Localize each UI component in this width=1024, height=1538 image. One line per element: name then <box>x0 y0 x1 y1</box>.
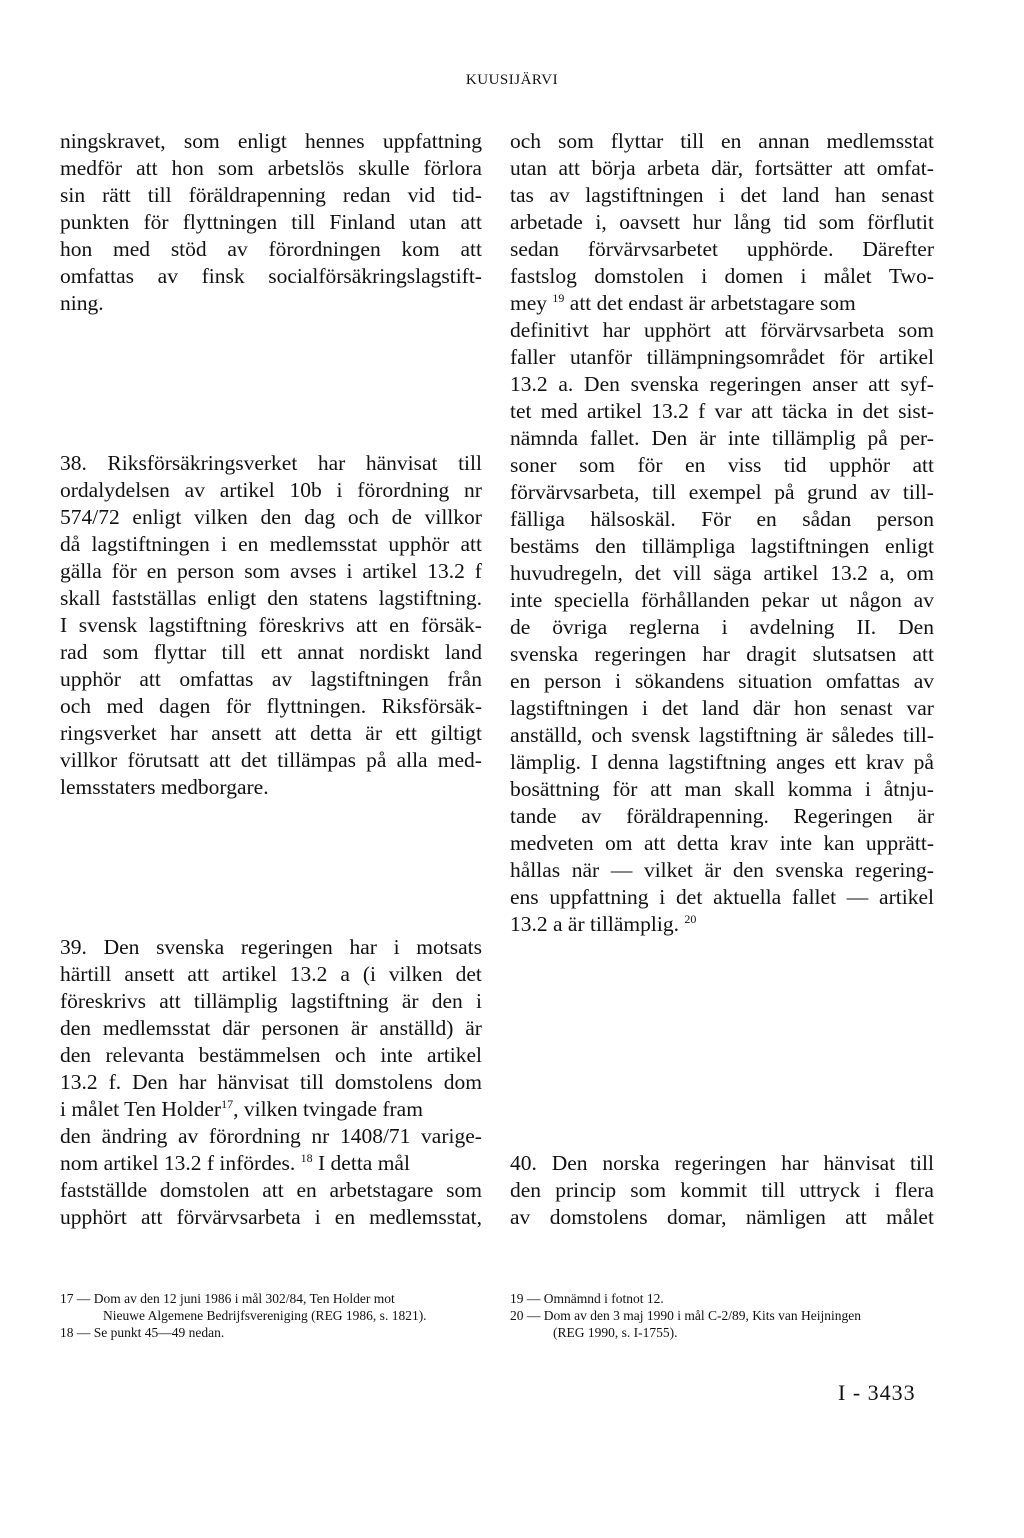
text-line: och som flyttar till en annan medlemsstat <box>510 129 934 153</box>
text-line: arbetade i, oavsett hur lång tid som förflutit <box>510 210 934 234</box>
text-line: de övriga reglerna i avdelning II. Den <box>510 615 934 639</box>
paragraph-39-line: den relevanta bestämmelsen och inte artikel <box>60 1043 482 1067</box>
text-line: utan att börja arbeta där, fortsätter att omfat- <box>510 156 934 180</box>
text-line: 13.2 a är tillämplig. $^{20}$ <box>510 912 697 936</box>
text-line: svenska regeringen har dragit slutsatsen att <box>510 642 934 666</box>
paragraph-39-line: den ändring av förordning nr 1408/71 varige- <box>60 1124 482 1148</box>
footnote-20-cont: (REG 1990, s. I-1755). <box>553 1325 678 1340</box>
paragraph-39-line: 13.2 f. Den har hänvisat till domstolens dom <box>60 1070 482 1094</box>
text-line: ningskravet, som enligt hennes uppfattning <box>60 129 482 153</box>
footnote-19: 19 — Omnämnd i fotnot 12. <box>510 1291 664 1306</box>
text-line: definitivt har upphört att förvärvsarbeta som <box>510 318 934 342</box>
paragraph-39-line: härtill ansett att artikel 13.2 a (i vilken det <box>60 962 482 986</box>
paragraph-38-line: upphör att omfattas av lagstiftningen från <box>60 667 482 691</box>
running-header: KUUSIJÄRVI <box>465 72 559 88</box>
footnote-ref-17[interactable]: 17 <box>221 1097 234 1111</box>
text-line: hållas när — vilket är den svenska regering- <box>510 858 934 882</box>
text-line: hon med stöd av förordningen kom att <box>60 237 482 261</box>
text-line: omfattas av finsk socialförsäkringslagstift- <box>60 264 482 288</box>
paragraph-39-line: fastställde domstolen att en arbetstagare som <box>60 1178 482 1202</box>
paragraph-38-line: ordalydelsen av artikel 10b i förordning nr <box>60 478 482 502</box>
text-line: soner som för en viss tid upphör att <box>510 453 934 477</box>
text-line: ning. <box>60 291 104 315</box>
paragraph-40-line: av domstolens domar, nämligen att målet <box>510 1205 934 1229</box>
text-line: tet med artikel 13.2 f var att täcka in det sist- <box>510 399 934 423</box>
paragraph-40-line: den princip som kommit till uttryck i flera <box>510 1178 934 1202</box>
paragraph-38-line: villkor förutsatt att det tillämpas på alla med- <box>60 748 482 772</box>
text-line: inte speciella förhållanden pekar ut någon av <box>510 588 934 612</box>
paragraph-38-line: lemsstaters medborgare. <box>60 775 269 799</box>
text-line: ens uppfattning i det aktuella fallet — artikel <box>510 885 934 909</box>
text-line: 13.2 a. Den svenska regeringen anser att syf- <box>510 372 934 396</box>
text-line: tas av lagstiftningen i det land han senast <box>510 183 934 207</box>
text-line: faller utanför tillämpningsområdet för artikel <box>510 345 934 369</box>
paragraph-39-line: i målet Ten Holder$^{17}$, vilken tvingade fram <box>60 1097 423 1121</box>
text-line: medveten om att detta krav inte kan upprätt- <box>510 831 934 855</box>
paragraph-39-line: föreskrivs att tillämplig lagstiftning är den i <box>60 989 482 1013</box>
paragraph-39-line: nom artikel 13.2 f infördes. $^{18}$ I detta mål <box>60 1151 410 1175</box>
text-line: anställd, och svensk lagstiftning är således till- <box>510 723 934 747</box>
footnote-ref-20[interactable]: 20 <box>684 912 697 926</box>
page-number: I - 3433 <box>838 1380 916 1405</box>
text-line: huvudregeln, det vill säga artikel 13.2 a, om <box>510 561 934 585</box>
text-line: bosättning för att man skall komma i åtnju- <box>510 777 934 801</box>
footnote-ref-18[interactable]: 18 <box>300 1151 313 1165</box>
paragraph-38-line: 574/72 enligt vilken den dag och de villkor <box>60 505 482 529</box>
paragraph-38-line: I svensk lagstiftning föreskrivs att en försäk- <box>60 613 482 637</box>
paragraph-38-line: 38. Riksförsäkringsverket har hänvisat till <box>60 451 482 475</box>
text-line: lämplig. I denna lagstiftning anges ett krav på <box>510 750 934 774</box>
text-line: nämnda fallet. Den är inte tillämplig på per- <box>510 426 934 450</box>
footnote-17-cont: Nieuwe Algemene Bedrijfsvereniging (REG 1986, s. 1821). <box>103 1308 427 1323</box>
footnote-18: 18 — Se punkt 45—49 nedan. <box>60 1325 225 1340</box>
paragraph-39-line: upphört att förvärvsarbeta i en medlemsstat, <box>60 1205 482 1229</box>
text-line: punkten för flyttningen till Finland utan att <box>60 210 482 234</box>
paragraph-39-line: den medlemsstat där personen är anställd) är <box>60 1016 482 1040</box>
text-line: tande av föräldrapenning. Regeringen är <box>510 804 934 828</box>
paragraph-38-line: då lagstiftningen i en medlemsstat upphör att <box>60 532 482 556</box>
paragraph-40-line: 40. Den norska regeringen har hänvisat till <box>510 1151 934 1175</box>
text-line: förvärvsarbeta, till exempel på grund av till- <box>510 480 934 504</box>
paragraph-38-line: ringsverket har ansett att detta är ett giltigt <box>60 721 482 745</box>
text-line: fastslog domstolen i domen i målet Two- <box>510 264 934 288</box>
text-line: fälliga hälsoskäl. För en sådan person <box>510 507 934 531</box>
paragraph-38-line: gälla för en person som avses i artikel 13.2 f <box>60 559 482 583</box>
footnote-17: 17 — Dom av den 12 juni 1986 i mål 302/84, Ten Holder mot <box>60 1291 395 1306</box>
paragraph-38-line: rad som flyttar till ett annat nordiskt land <box>60 640 482 664</box>
paragraph-38-line: och med dagen för flyttningen. Riksförsäk- <box>60 694 482 718</box>
paragraph-38-line: skall fastställas enligt den statens lagstiftning. <box>60 586 482 610</box>
text-line: mey $^{19}$ att det endast är arbetstagare som <box>510 291 856 315</box>
footnote-ref-19[interactable]: 19 <box>552 291 565 305</box>
text-line: en person i sökandens situation omfattas av <box>510 669 934 693</box>
footnote-20: 20 — Dom av den 3 maj 1990 i mål C-2/89, Kits van Heijningen <box>510 1308 861 1323</box>
text-line: lagstiftningen i det land där hon senast var <box>510 696 934 720</box>
paragraph-39-line: 39. Den svenska regeringen har i motsats <box>60 935 482 959</box>
text-line: bestäms den tillämpliga lagstiftningen enligt <box>510 534 934 558</box>
text-line: medför att hon som arbetslös skulle förlora <box>60 156 482 180</box>
text-line: sedan förvärvsarbetet upphörde. Därefter <box>510 237 934 261</box>
text-line: sin rätt till föräldrapenning redan vid tid- <box>60 183 482 207</box>
